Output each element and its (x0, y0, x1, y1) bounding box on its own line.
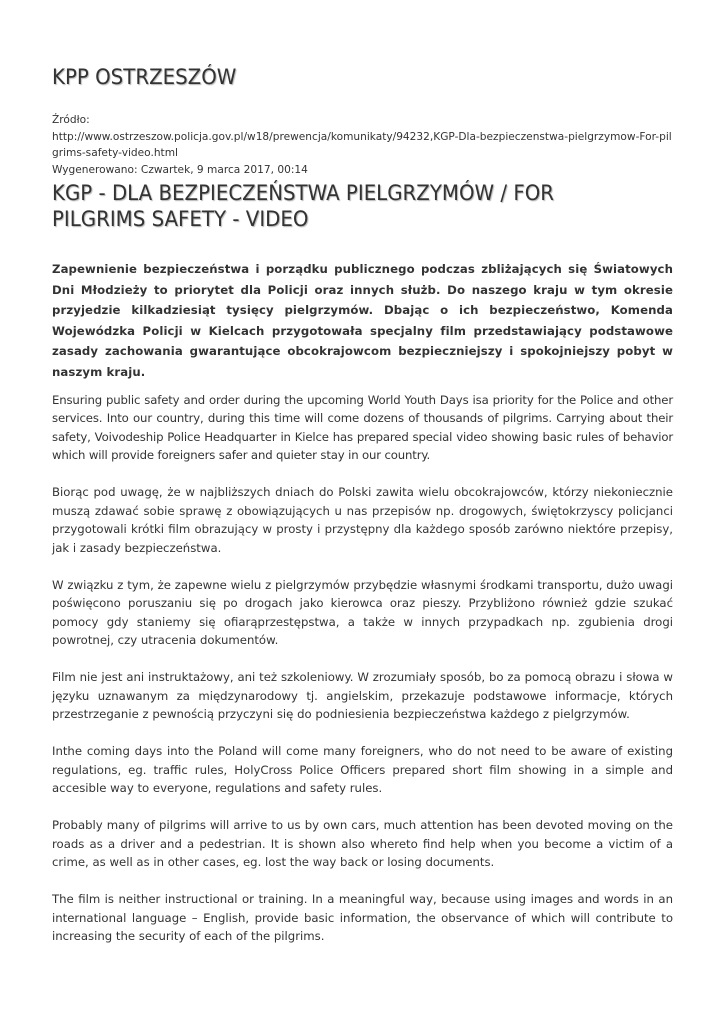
article-paragraph: Biorąc pod uwagę, że w najbliższych dniach do Polski zawita wielu obcokrajowców, którzy niekoniecznie muszą zdawać sobie sprawę z obowiązujących u nas przepisów np. drogowych, świętokrzyscy policjanci przygotowali krótki film obrazujący w prosty i przystępny dla każdego sposób zarówno niektóre przepisy, jak i zasady bezpieczeństwa. (52, 485, 673, 555)
generated-date: Wygenerowano: Czwartek, 9 marca 2017, 00:14 (52, 163, 308, 176)
article-lead: Zapewnienie bezpieczeństwa i porządku publicznego podczas zbliżających się Światowych Dni Młodzieży to priorytet dla Policji oraz innych służb. Do naszego kraju w tym okresie przyjedzie kilkadziesiąt tysięcy pielgrzymów. Dbając o ich bezpieczeństwo, Komenda Wojewódzka Policji w Kielcach przygotowała specjalny film przedstawiający podstawowe zasady zachowania gwarantujące obcokrajowcom bezpieczniejszy i spokojniejszy pobyt w naszym kraju. (52, 262, 673, 379)
article-paragraph: The film is neither instructional or training. In a meaningful way, because using images and words in an international language – English, provide basic information, the observance of which will contribute to increasing the security of each of the pilgrims. (52, 892, 673, 944)
source-url[interactable]: http://www.ostrzeszow.policja.gov.pl/w18/prewencja/komunikaty/94232,KGP-Dla-bezpieczenstwa-pielgrzymow-For-pilgrims-safety-video.html (52, 130, 672, 160)
article-paragraph: Ensuring public safety and order during the upcoming World Youth Days isa priority for the Police and other services. Into our country, during this time will come dozens of thousands of pilgrims. Carrying about their safety, Voivodeship Police Headquarter in Kielce has prepared special video showing basic rules of behavior which will provide foreigners safer and quieter stay in our country. (52, 392, 673, 463)
article-paragraph: Film nie jest ani instruktażowy, ani też szkoleniowy. W zrozumiały sposób, bo za pomocą obrazu i słowa w języku uznawanym za międzynarodowy tj. angielskim, przekazuje podstawowe informacje, których przestrzeganie z pewnością przyczyni się do podniesienia bezpieczeństwa każdego z pielgrzymów. (52, 670, 673, 722)
source-label: Źródło: (52, 114, 90, 126)
article-paragraph: W związku z tym, że zapewne wielu z pielgrzymów przybędzie własnymi środkami transportu, dużo uwagi poświęcono poruszaniu się po drogach jako kierowca oraz pieszy. Przybliżono również gdzie szukać pomocy gdy staniemy się ofiarąprzestępstwa, a także w innych przypadkach np. zgubienia drogi powrotnej, czy utracenia dokumentów. (52, 577, 673, 648)
article-paragraph: Inthe coming days into the Poland will come many foreigners, who do not need to be aware of existing regulations, eg. traffic rules, HolyCross Police Officers prepared short film showing in a simple and accesible way to everyone, regulations and safety rules. (52, 744, 673, 796)
article-paragraph: Probably many of pilgrims will arrive to us by own cars, much attention has been devoted moving on the roads as a driver and a pedestrian. It is shown also whereto find help when you become a victim of a crime, as well as in other cases, eg. lost the way back or losing documents. (52, 818, 673, 870)
site-title: KPP OSTRZESZÓW (52, 65, 237, 90)
article-body (52, 259, 673, 946)
article-title: KGP - DLA BEZPIECZEŃSTWA PIELGRZYMÓW / FOR PILGRIMS SAFETY - VIDEO (52, 181, 555, 232)
source-meta (52, 112, 673, 178)
